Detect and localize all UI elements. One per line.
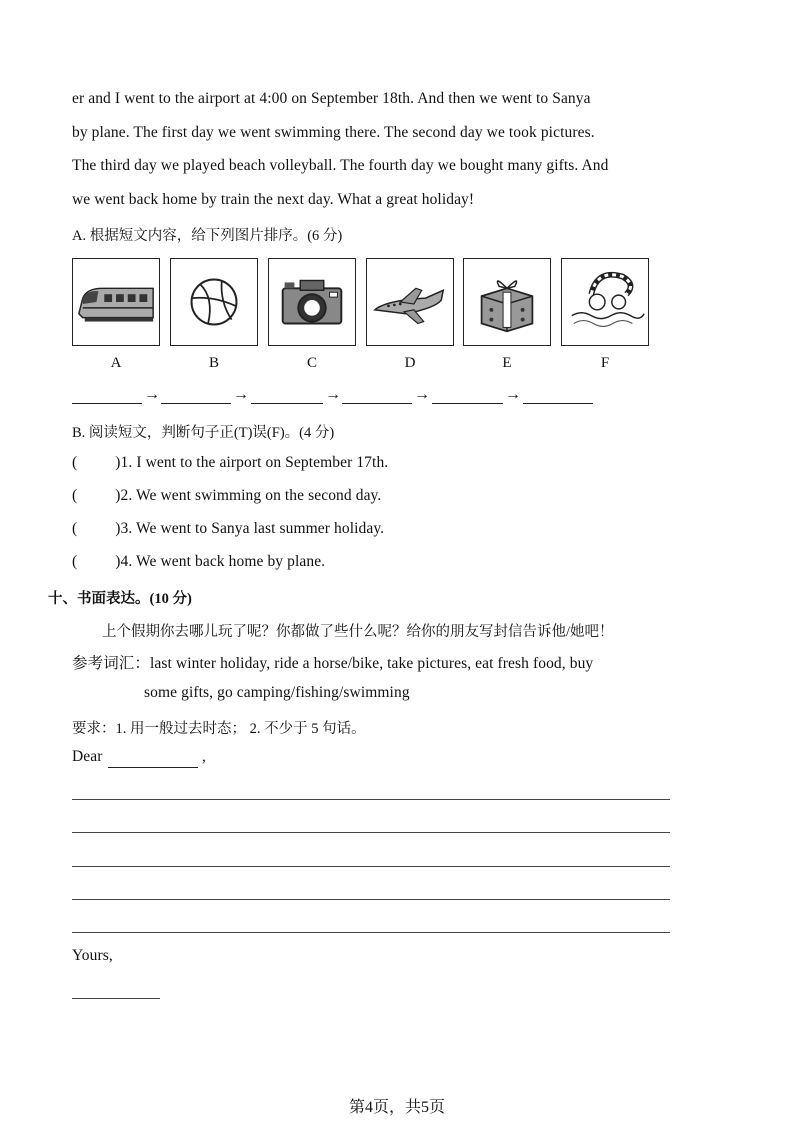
airplane-icon [367, 259, 453, 345]
requirements: 要求：1. 用一般过去时态； 2. 不少于 5 句话。 [72, 721, 366, 737]
picture-label-c: C [306, 355, 317, 371]
picture-c [268, 258, 356, 346]
writing-line-4[interactable] [72, 899, 670, 900]
camera-icon [269, 259, 355, 345]
picture-f [561, 258, 649, 346]
passage-line-3: The third day we played beach volleyball. The fourth day we bought many gifts. And [72, 157, 609, 174]
tf-item-1 [72, 454, 388, 472]
tf-open-paren: ( [72, 487, 78, 504]
tf-statement-1: )1. I went to the airport on September 17th. [115, 454, 389, 471]
letter-closing: Yours, [72, 947, 113, 964]
greeting-comma: , [202, 748, 206, 765]
order-blank-4[interactable] [342, 403, 412, 404]
volleyball-icon [171, 259, 257, 345]
recipient-name-blank[interactable] [108, 767, 198, 768]
signature-blank[interactable] [72, 998, 160, 999]
part-a-instruction: A. 根据短文内容，给下列图片排序。(6 分) [72, 228, 343, 244]
order-arrow-3: → [325, 386, 341, 403]
writing-line-3[interactable] [72, 866, 670, 867]
picture-label-a: A [110, 355, 122, 371]
picture-b [170, 258, 258, 346]
tf-open-paren: ( [72, 520, 78, 537]
passage-line-2: by plane. The first day we went swimming there. The second day we took pictures. [72, 124, 595, 141]
swimming-icon [562, 259, 648, 345]
picture-label-e: E [502, 355, 512, 371]
picture-label-d: D [404, 355, 416, 371]
tf-open-paren: ( [72, 454, 78, 471]
page-footer: 第4页，共5页 [348, 1099, 445, 1116]
order-blank-1[interactable] [72, 403, 142, 404]
order-blank-3[interactable] [251, 403, 323, 404]
order-blank-2[interactable] [161, 403, 231, 404]
order-blank-5[interactable] [432, 403, 503, 404]
tf-open-paren: ( [72, 553, 78, 570]
part-b-instruction: B. 阅读短文，判断句子正(T)误(F)。(4 分) [72, 425, 335, 441]
passage-line-1: er and I went to the airport at 4:00 on September 18th. And then we went to Sanya [72, 90, 591, 107]
writing-line-2[interactable] [72, 832, 670, 833]
tf-item-4 [72, 553, 325, 571]
letter-greeting: Dear [72, 748, 103, 765]
picture-a [72, 258, 160, 346]
picture-label-f: F [600, 355, 610, 371]
vocab-line-2: some gifts, go camping/fishing/swimming [144, 684, 410, 701]
tf-item-3 [72, 520, 384, 538]
train-icon [73, 259, 159, 345]
tf-item-2 [72, 487, 381, 505]
tf-statement-3: )3. We went to Sanya last summer holiday. [115, 520, 385, 537]
picture-e [463, 258, 551, 346]
order-arrow-4: → [414, 386, 430, 403]
order-arrow-5: → [505, 386, 521, 403]
order-blank-6[interactable] [523, 403, 593, 404]
writing-line-1[interactable] [72, 799, 670, 800]
order-arrow-1: → [144, 386, 160, 403]
section-10-heading: 十、书面表达。(10 分) [48, 591, 192, 607]
writing-line-5[interactable] [72, 932, 670, 933]
passage-line-4: we went back home by train the next day. What a great holiday! [72, 191, 475, 208]
order-arrow-2: → [233, 386, 249, 403]
picture-label-b: B [208, 355, 219, 371]
tf-statement-2: )2. We went swimming on the second day. [115, 487, 382, 504]
picture-d [366, 258, 454, 346]
gift-box-icon [464, 259, 550, 345]
writing-prompt: 上个假期你去哪儿玩了呢？你都做了些什么呢？给你的朋友写封信告诉他/她吧！ [102, 624, 614, 640]
vocab-line-1: 参考词汇：last winter holiday, ride a horse/bike, take pictures, eat fresh food, buy [72, 655, 594, 672]
tf-statement-4: )4. We went back home by plane. [115, 553, 326, 570]
